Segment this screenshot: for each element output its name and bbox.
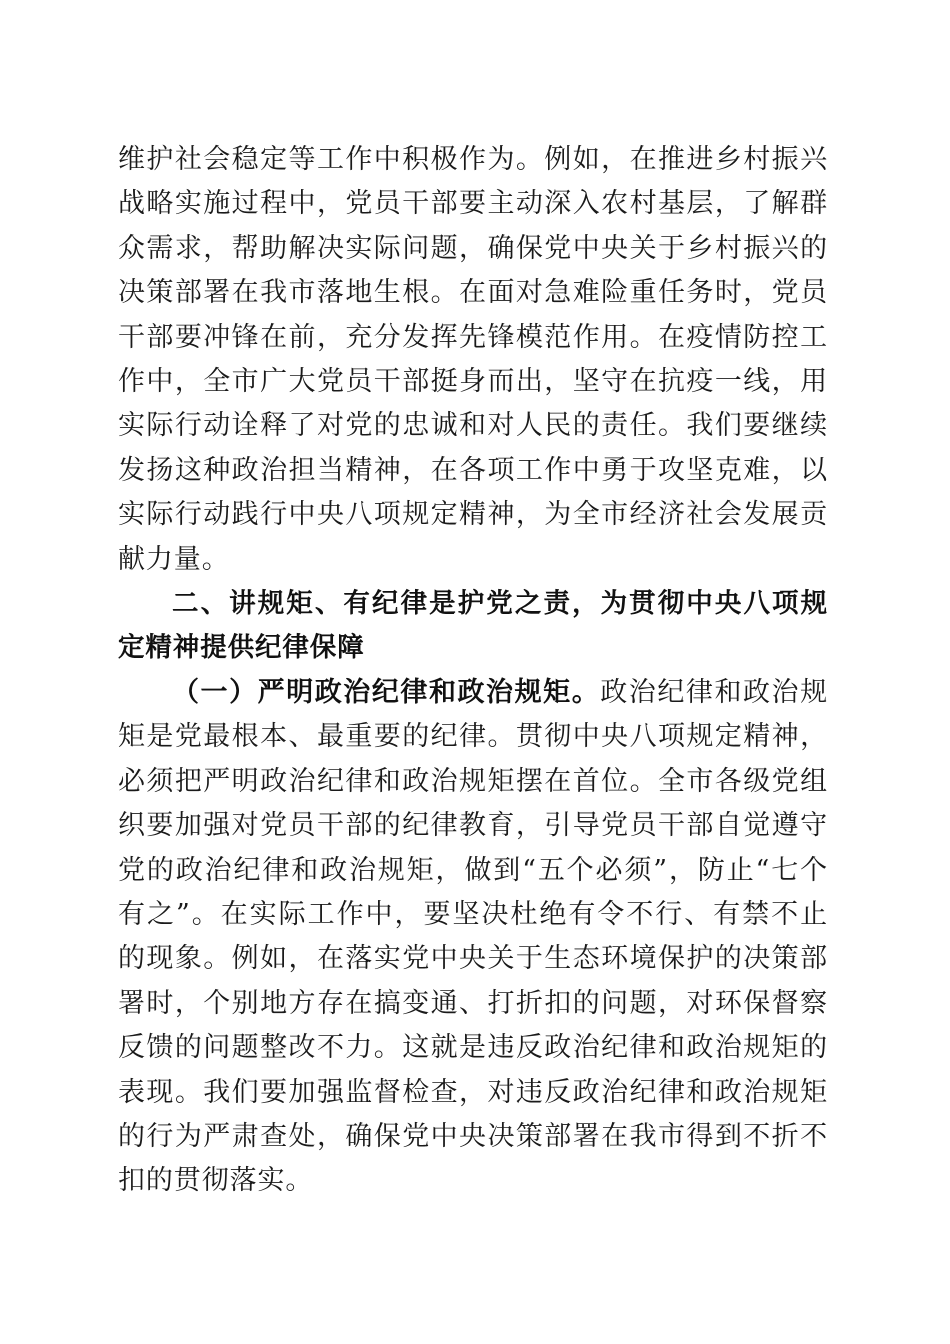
subsection-paragraph bbox=[118, 671, 828, 1204]
section-heading: 二、讲规矩、有纪律是护党之责，为贯彻中央八项规定精神提供纪律保障 bbox=[118, 588, 828, 664]
subsection-body: 政治纪律和政治规矩是党最根本、最重要的纪律。贯彻中央八项规定精神，必须把严明政治纪律和政治规矩摆在首位。全市各级党组织要加强对党员干部的纪律教育，引导党员干部自觉遵守党的政治纪律和政治规矩，做到“五个必须”，防止“七个有之”。在实际工作中，要坚决杜绝有令不行、有禁不止的现象。例如，在落实党中央关于生态环境保护的决策部署时，个别地方存在搞变通、打折扣的问题，对环保督察反馈的问题整改不力。这就是违反政治纪律和政治规矩的表现。我们要加强监督检查，对违反政治纪律和政治规矩的行为严肃查处，确保党中央决策部署在我市得到不折不扣的贯彻落实。 bbox=[118, 676, 828, 1197]
body-paragraph: 维护社会稳定等工作中积极作为。例如，在推进乡村振兴战略实施过程中，党员干部要主动深入农村基层，了解群众需求，帮助解决实际问题，确保党中央关于乡村振兴的决策部署在我市落地生根。在面对急难险重任务时，党员干部要冲锋在前，充分发挥先锋模范作用。在疫情防控工作中，全市广大党员干部挺身而出，坚守在抗疫一线，用实际行动诠释了对党的忠诚和对人民的责任。我们要继续发扬这种政治担当精神，在各项工作中勇于攻坚克难，以实际行动践行中央八项规定精神，为全市经济社会发展贡献力量。 bbox=[118, 144, 828, 575]
subsection-title: （一）严明政治纪律和政治规矩。 bbox=[172, 676, 601, 708]
document-body bbox=[118, 138, 828, 1204]
